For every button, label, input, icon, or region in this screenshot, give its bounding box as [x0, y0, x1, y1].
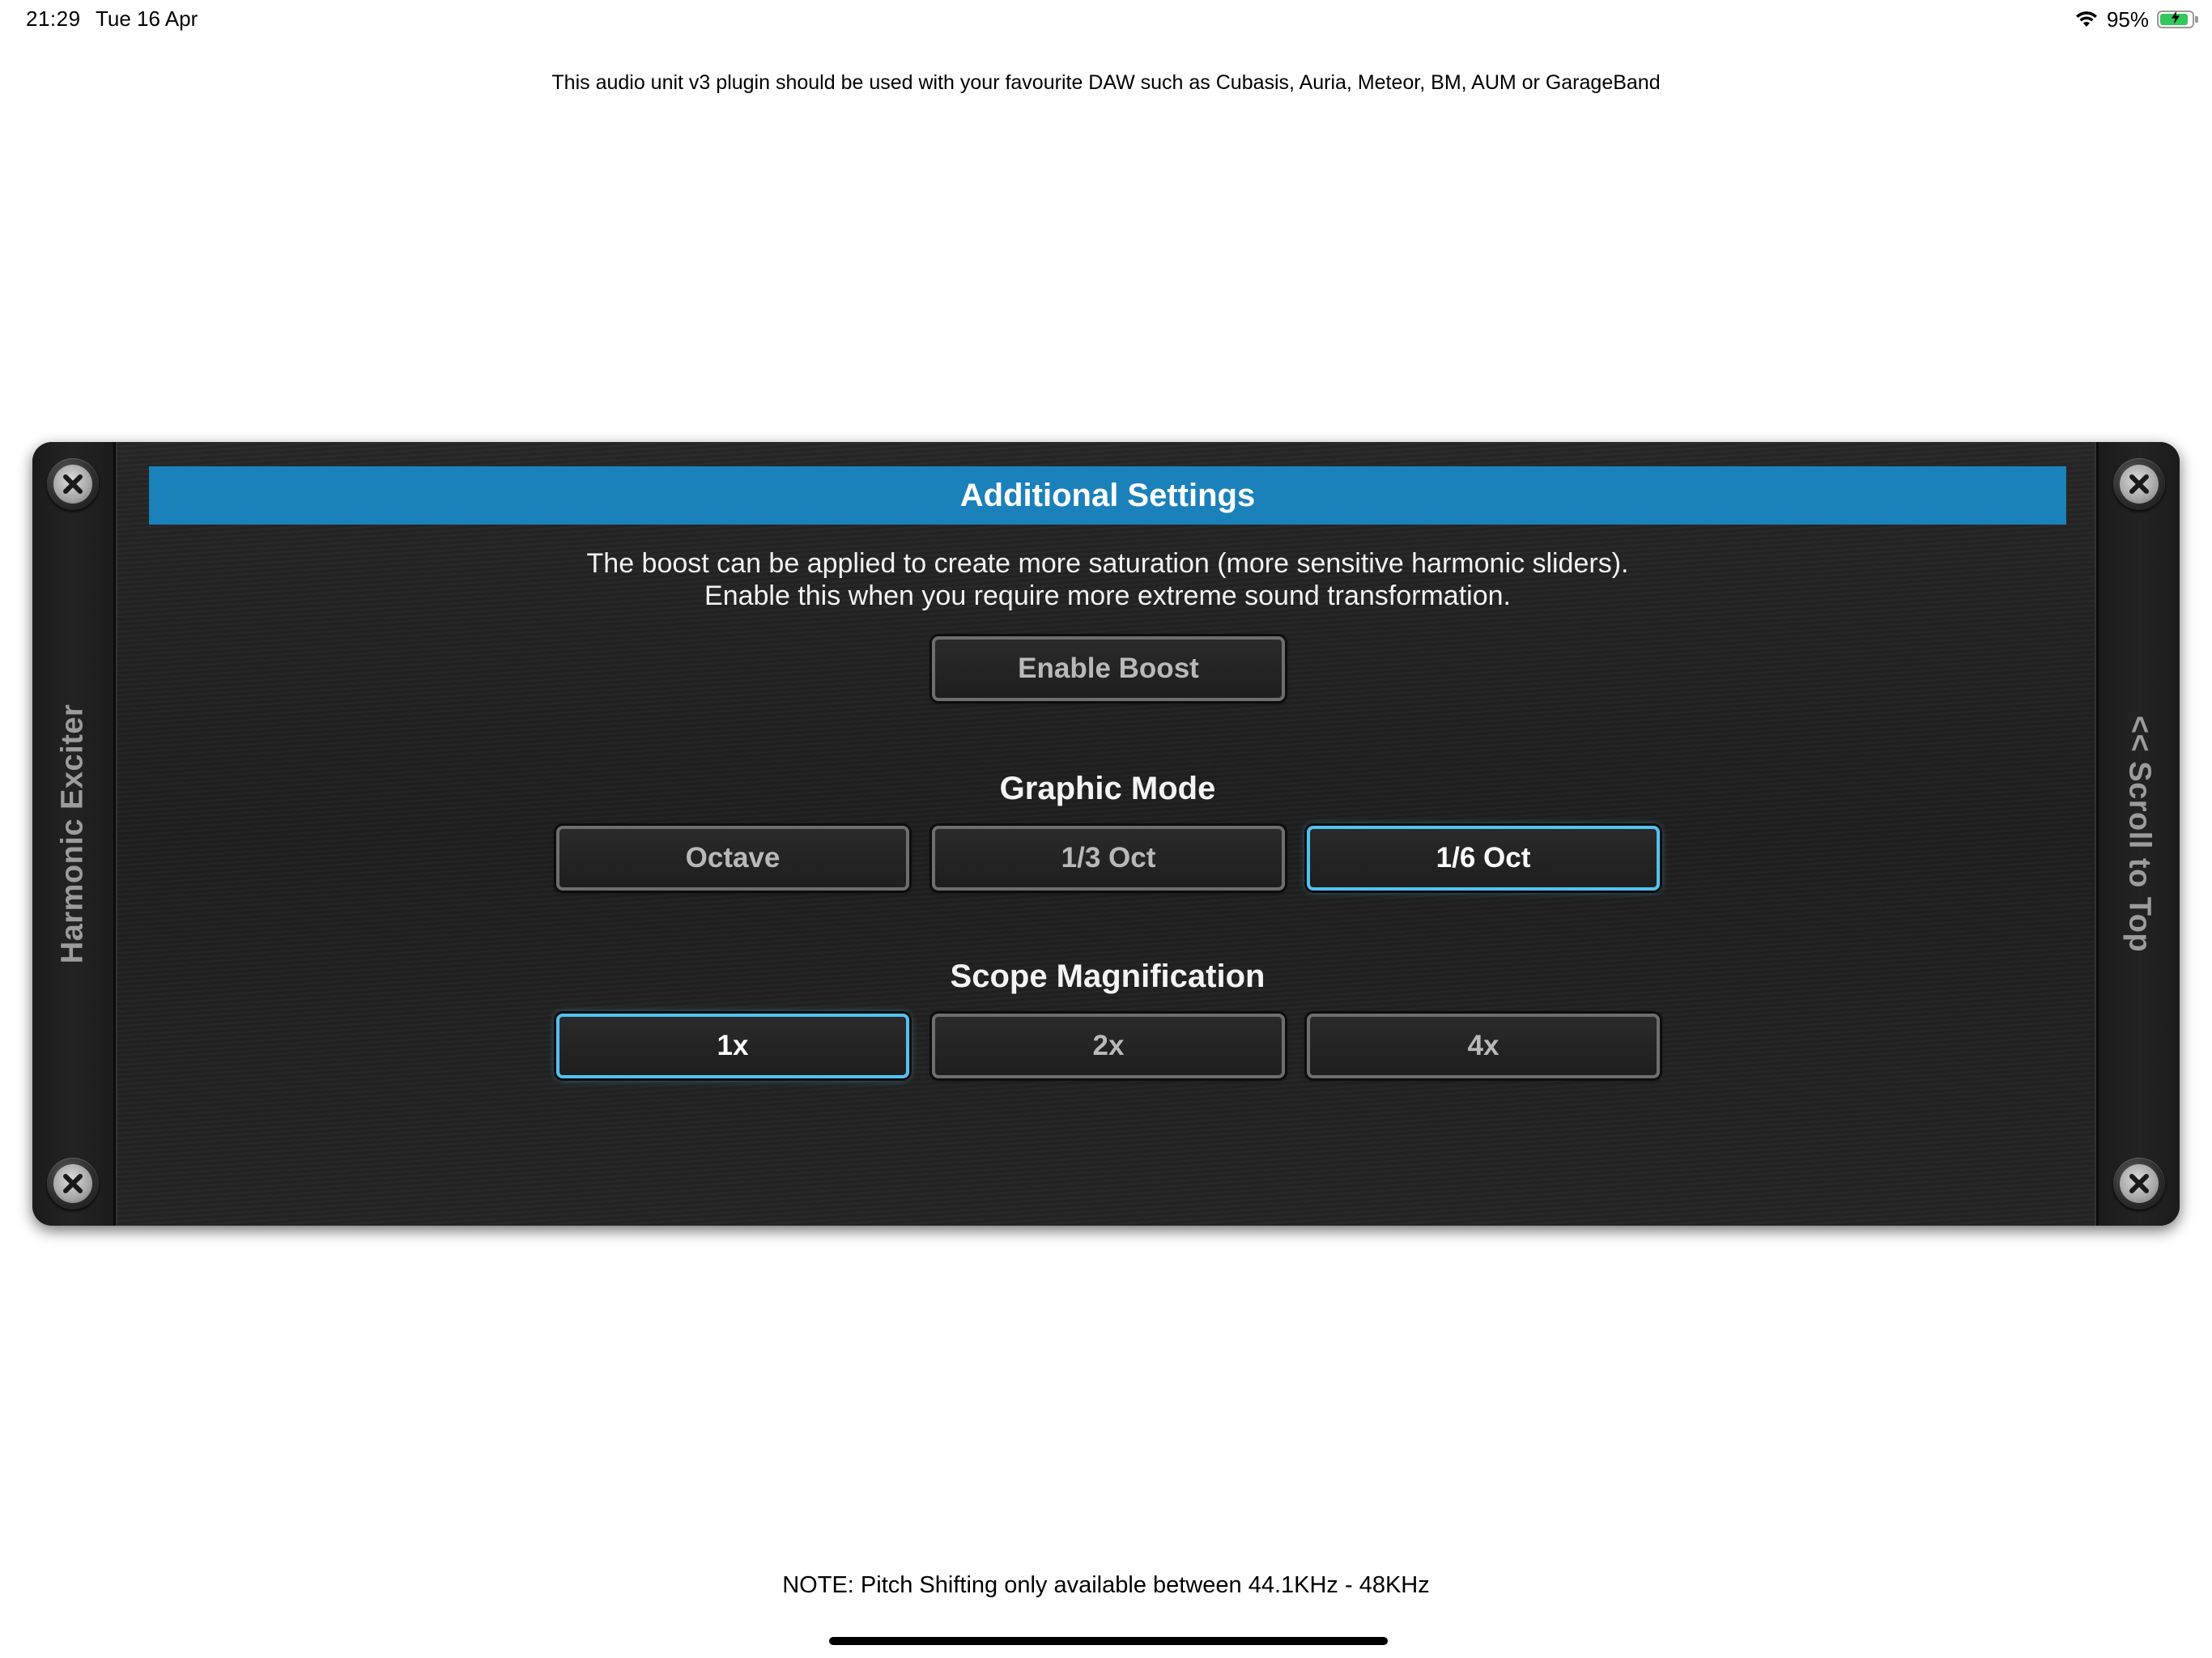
- settings-header-bar: [149, 466, 2066, 525]
- status-date: Tue 16 Apr: [96, 6, 198, 31]
- pitch-shifting-note: NOTE: Pitch Shifting only available between 44.1KHz - 48KHz: [782, 1572, 1430, 1598]
- graphic-mode-sixth-octave-button[interactable]: 1/6 Oct: [1307, 826, 1660, 891]
- status-bar: [0, 0, 2212, 39]
- screw-icon: [47, 1158, 99, 1209]
- graphic-mode-third-octave-button[interactable]: 1/3 Oct: [932, 826, 1285, 891]
- graphic-mode-title: Graphic Mode: [999, 771, 1216, 806]
- home-indicator[interactable]: [829, 1637, 1388, 1645]
- charging-bolt-icon: [2171, 11, 2180, 28]
- boost-description: [149, 547, 2066, 612]
- screw-icon: [2113, 458, 2165, 510]
- scroll-to-top-label[interactable]: << Scroll to Top: [2122, 715, 2157, 953]
- scope-1x-button[interactable]: 1x: [556, 1014, 909, 1078]
- enable-boost-button[interactable]: Enable Boost: [932, 636, 1285, 701]
- boost-description-line-1: The boost can be applied to create more saturation (more sensitive harmonic sliders).: [586, 548, 1629, 579]
- daw-usage-note: This audio unit v3 plugin should be used with your favourite DAW such as Cubasis, Auria, Meteor, BM, AUM or GarageBand: [551, 71, 1661, 94]
- scope-2x-button[interactable]: 2x: [932, 1014, 1285, 1078]
- graphic-mode-octave-button[interactable]: Octave: [556, 826, 909, 891]
- screw-icon: [2113, 1158, 2165, 1209]
- battery-charging-icon: [2157, 11, 2194, 28]
- additional-settings-panel: [32, 442, 2180, 1226]
- status-indicators: [2074, 5, 2194, 34]
- scroll-to-top-rail[interactable]: [2096, 442, 2180, 1226]
- screw-icon: [47, 458, 99, 510]
- battery-percentage: 95%: [2106, 6, 2149, 32]
- settings-title: Additional Settings: [959, 477, 1256, 513]
- scope-magnification-title: Scope Magnification: [950, 959, 1266, 994]
- wifi-icon: [2074, 11, 2099, 28]
- scope-4x-button[interactable]: 4x: [1307, 1014, 1660, 1078]
- status-time: 21:29: [26, 6, 81, 31]
- plugin-name-label: Harmonic Exciter: [55, 704, 90, 964]
- boost-description-line-2: Enable this when you require more extreme sound transformation.: [704, 580, 1511, 611]
- left-side-rail: [32, 442, 116, 1226]
